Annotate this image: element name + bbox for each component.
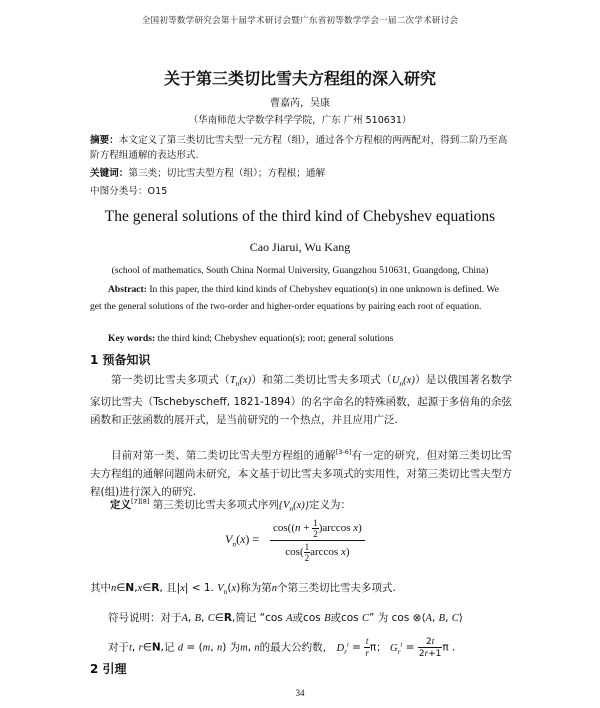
- definition-ref: [7][8]: [131, 497, 150, 506]
- conference-header: 全国初等数学研究会第十届学术研讨会暨广东省初等数学学会一届二次学术研讨会: [141, 16, 459, 26]
- formula-denominator: cos( $\frac{1}{2}$ arccos x): [285, 542, 350, 563]
- abstract-cn: [90, 133, 510, 163]
- symbol-text-b: 简记 “: [235, 612, 266, 624]
- formula-lhs: $V_n(x)$ =: [225, 532, 260, 549]
- para1-text-a: 第一类切比雪夫多项式（: [111, 374, 230, 386]
- paragraph-2: [90, 443, 512, 501]
- symbol-text-a: 符号说明：对于: [108, 612, 182, 624]
- para2-text-a: 目前对第一类、第二类切比雪夫型方程组的通解: [111, 449, 336, 462]
- citation-ref: [3-6]: [335, 448, 352, 456]
- affiliation-en: (school of mathematics, South China Normal University, Guangzhou 510631, Guangdong, China): [111, 265, 489, 276]
- definition-label: 定义: [110, 499, 131, 511]
- page-number: 34: [295, 688, 305, 698]
- abstract-en-text: In this paper, the third kind kinds of Chebyshev equation(s) in one unknown is defined. We get the general solutions of the two-order and higher-order equations by pairing each root of equation.: [90, 284, 499, 312]
- formula-numerator: cos((n + $\frac{1}{2}$ )arccos x): [270, 518, 365, 541]
- section-heading-2: 2 引理: [90, 662, 127, 676]
- authors-cn: 曹嘉芮，吴康: [270, 98, 330, 109]
- classification-cn: 中图分类号：O15: [90, 186, 168, 197]
- abstract-cn-label: 摘要：: [90, 135, 119, 146]
- gcd-text-d: 的最大公约数，: [259, 641, 334, 654]
- abstract-en: [90, 281, 510, 315]
- para1-text-c: ）是以俄国著名数学家切比雪夫（Tschebyscheff, 1821-1894）的名字命名的特殊函数，起源于多倍角的余弦函数和正弦函数的展开式，是当前研究的一个热点，并且应用广泛.: [90, 374, 513, 427]
- keywords-en-text: the third kind; Chebyshev equation(s); root; general solutions: [157, 333, 394, 344]
- math-vn-seq: $\{V_n(x)\}$: [278, 500, 309, 514]
- affiliation-cn: （华南师范大学数学科学学院，广东 广州 510631）: [188, 115, 412, 126]
- where-text-c: 个第三类切比雪夫多项式.: [277, 582, 396, 594]
- para1-text-b: ）和第二类切比雪夫多项式（: [251, 374, 392, 386]
- abstract-en-label: Abstract:: [108, 284, 147, 295]
- keywords-en: [108, 333, 508, 344]
- keywords-cn: [90, 166, 510, 181]
- definition-line: [110, 497, 550, 513]
- gcd-text-c: 为: [229, 641, 241, 654]
- symbol-line: 符号说明：对于A, B, C∈R,简记 “cos A或cos B或cos C” 为 cos ⊗⟨A, B, C⟩: [108, 612, 463, 624]
- where-text-b: 称为第: [240, 582, 272, 594]
- where-text-a: 其中: [90, 582, 111, 594]
- definition-tail: 定义为：: [309, 499, 351, 511]
- where-line: 其中n∈N,x∈R, 且|x| < 1. $V_n(x)$称为第n个第三类切比雪夫多项式.: [90, 582, 396, 597]
- gcd-text-b: 记: [164, 641, 175, 654]
- symbol-text-c: ” 为: [369, 612, 389, 624]
- keywords-cn-label: 关键词：: [90, 168, 129, 179]
- definition-text: 第三类切比雪夫多项式序列: [152, 499, 279, 511]
- abstract-cn-text: 本文定义了第三类切比雪夫型一元方程（组），通过各个方程根的两两配对，得到二阶乃至高阶方程组通解的表达形式.: [90, 135, 508, 161]
- paragraph-1: [90, 371, 512, 429]
- keywords-en-label: Key words:: [108, 333, 156, 344]
- math-domain: n: [111, 583, 117, 594]
- paper-title-en: The general solutions of the third kind of Chebyshev equations: [104, 208, 496, 225]
- math-tn: $T_n(x)$: [229, 375, 252, 389]
- keywords-cn-text: 第三类；切比雪夫型方程（组）；方程根；通解: [128, 168, 326, 179]
- para2-text-b: 有一定的研究，但对第三类切比雪夫方程组的通解问题尚未研究，本文基于切比雪夫多项式的实用性，对第三类切比雪夫型方程(组)进行深入的研究.: [90, 449, 513, 498]
- formula-fraction: [270, 518, 365, 563]
- gcd-line: 对于t, r∈N,记 d = (m, n) 为m, n的最大公约数， $D_r^t$ = $\frac{t}{r}$ π； $G_r^t$ = $\frac{2t}{2r+1}$ π .: [108, 636, 456, 659]
- paper-title-cn: 关于第三类切比雪夫方程组的深入研究: [163, 69, 436, 88]
- section-heading-1: 1 预备知识: [90, 353, 151, 367]
- gcd-text-a: 对于: [108, 641, 129, 654]
- math-un: $U_n(x)$: [391, 375, 415, 389]
- authors-en: Cao Jiarui, Wu Kang: [249, 240, 351, 254]
